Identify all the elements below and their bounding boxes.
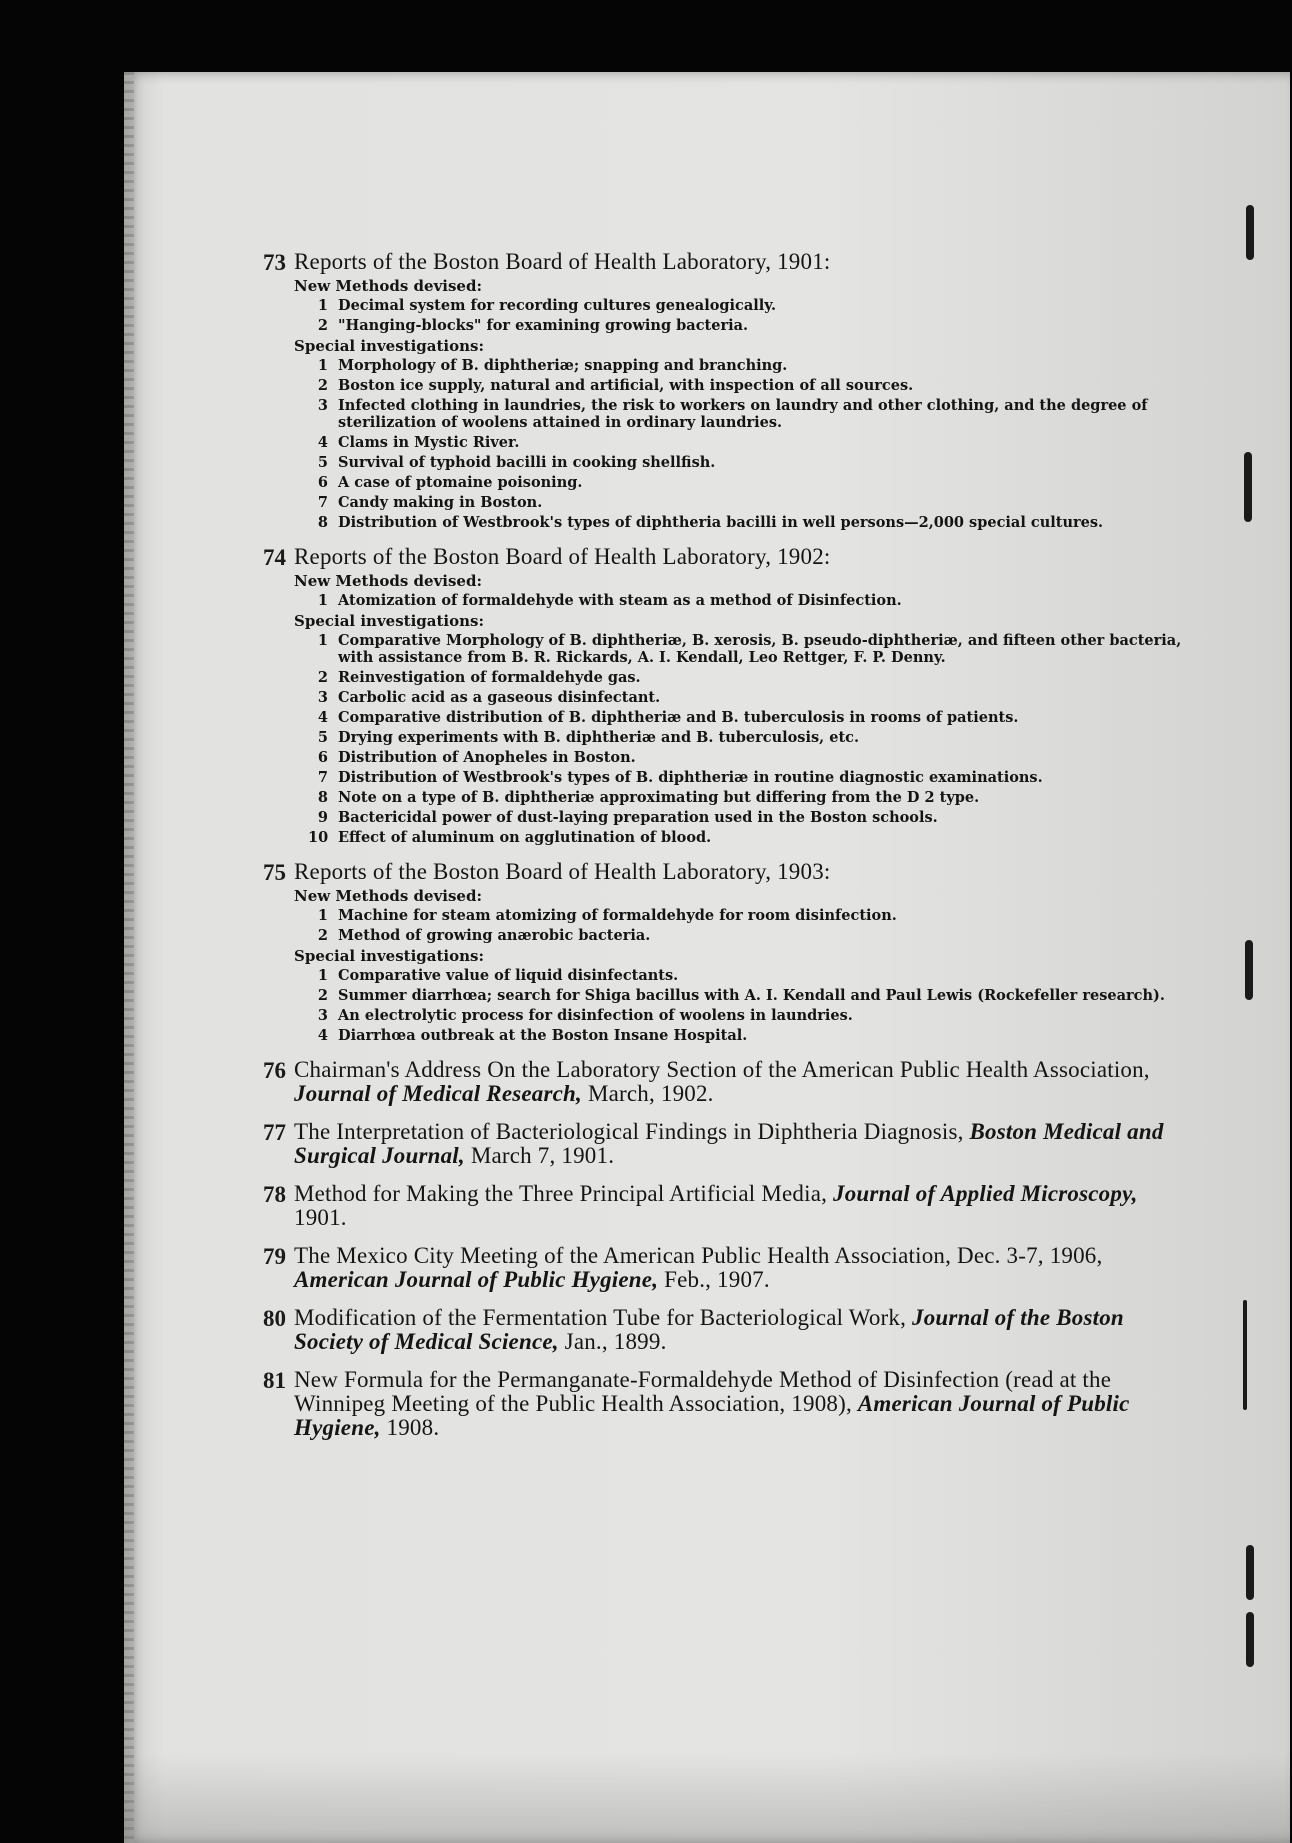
list-item: 2 Summer diarrhœa; search for Shiga bacillus with A. I. Kendall and Paul Lewis (Rockefeller research). bbox=[317, 987, 1165, 1004]
entry-title: Reports of the Boston Board of Health Laboratory, 1902: bbox=[294, 544, 831, 569]
list-item: 7 Distribution of Westbrook's types of B. diphtheriæ in routine diagnostic examinations. bbox=[317, 769, 1043, 786]
entry-title: Reports of the Boston Board of Health Laboratory, 1901: bbox=[294, 249, 831, 274]
entry-73 bbox=[263, 249, 1194, 531]
list-item: 4 Diarrhœa outbreak at the Boston Insane Hospital. bbox=[317, 1027, 748, 1044]
entry-number: 79 bbox=[263, 1244, 286, 1269]
entry-title: Reports of the Boston Board of Health Laboratory, 1903: bbox=[294, 859, 831, 884]
entry-citation: Chairman's Address On the Laboratory Section of the American Public Health Association, Journal of Medical Research, March, 1902. bbox=[294, 1057, 1150, 1106]
list-item: 2 Boston ice supply, natural and artificial, with inspection of all sources. bbox=[317, 377, 914, 394]
entry-80 bbox=[263, 1305, 1194, 1354]
list-item: 1 Comparative value of liquid disinfectants. bbox=[317, 967, 679, 984]
entry-number: 74 bbox=[263, 545, 286, 570]
list-item: 3 An electrolytic process for disinfection of woolens in laundries. bbox=[317, 1007, 853, 1024]
list-item: 3 Carbolic acid as a gaseous disinfectant. bbox=[317, 689, 661, 706]
list-item: 1 Morphology of B. diphtheriæ; snapping and branching. bbox=[317, 357, 788, 374]
new-methods-label: New Methods devised: bbox=[294, 887, 482, 905]
new-methods-label: New Methods devised: bbox=[294, 277, 482, 295]
entry-number: 77 bbox=[263, 1120, 286, 1145]
entry-number: 73 bbox=[263, 250, 286, 275]
list-item: 4 Clams in Mystic River. bbox=[317, 434, 520, 451]
special-investigations-label: Special investigations: bbox=[294, 337, 484, 355]
new-methods-label: New Methods devised: bbox=[294, 572, 482, 590]
list-item: 1 Comparative Morphology of B. diphtheriæ, B. xerosis, B. pseudo-diphtheriæ, and fifteen other bacteria, with assistance from B. R. Rickards, A. I. Kendall, Leo Rettger, F. P. Denny. bbox=[317, 632, 1182, 666]
journal-name: American Journal of Public Hygiene, bbox=[294, 1391, 1130, 1440]
entry-number: 80 bbox=[263, 1306, 286, 1331]
entry-citation: The Interpretation of Bacteriological Findings in Diphtheria Diagnosis, Boston Medical and Surgical Journal, March 7, 1901. bbox=[294, 1119, 1164, 1168]
list-item: 8 Distribution of Westbrook's types of diphtheria bacilli in well persons—2,000 special cultures. bbox=[317, 514, 1104, 531]
entry-74 bbox=[263, 544, 1194, 846]
bibliography-list bbox=[263, 249, 1194, 1454]
list-item: 5 Survival of typhoid bacilli in cooking shellfish. bbox=[317, 454, 716, 471]
entry-81 bbox=[263, 1367, 1194, 1440]
right-edge-marks bbox=[1238, 0, 1278, 1843]
ink-mark bbox=[1246, 205, 1254, 260]
entry-citation: The Mexico City Meeting of the American Public Health Association, Dec. 3-7, 1906, American Journal of Public Hygiene, Feb., 1907. bbox=[294, 1243, 1103, 1292]
journal-name: American Journal of Public Hygiene, bbox=[294, 1267, 659, 1292]
ink-mark bbox=[1246, 1545, 1254, 1600]
list-item: 5 Drying experiments with B. diphtheriæ and B. tuberculosis, etc. bbox=[317, 729, 860, 746]
entry-number: 75 bbox=[263, 860, 286, 885]
list-item: 1 Machine for steam atomizing of formaldehyde for room disinfection. bbox=[317, 907, 897, 924]
list-item: 1 Atomization of formaldehyde with steam as a method of Disinfection. bbox=[317, 592, 902, 609]
list-item: 9 Bactericidal power of dust-laying preparation used in the Boston schools. bbox=[317, 809, 938, 826]
list-item: 4 Comparative distribution of B. diphtheriæ and B. tuberculosis in rooms of patients. bbox=[317, 709, 1019, 726]
journal-name: Journal of Medical Research, bbox=[294, 1081, 582, 1106]
list-item: 6 Distribution of Anopheles in Boston. bbox=[317, 749, 636, 766]
list-item: 2 Method of growing anærobic bacteria. bbox=[317, 927, 651, 944]
journal-name: Journal of Applied Microscopy, bbox=[833, 1181, 1138, 1206]
entry-citation: New Formula for the Permanganate-Formaldehyde Method of Disinfection (read at the Winnipeg Meeting of the Public Health Association, 1908), American Journal of Public Hygiene, 1908. bbox=[294, 1367, 1130, 1440]
journal-name: Boston Medical and Surgical Journal, bbox=[294, 1119, 1164, 1168]
entry-number: 76 bbox=[263, 1058, 286, 1083]
journal-name: Journal of the Boston Society of Medical Science, bbox=[294, 1305, 1124, 1354]
entry-77 bbox=[263, 1119, 1194, 1168]
entry-number: 78 bbox=[263, 1182, 286, 1207]
entry-78 bbox=[263, 1181, 1194, 1230]
list-item: 7 Candy making in Boston. bbox=[317, 494, 543, 511]
list-item: 10 Effect of aluminum on agglutination of blood. bbox=[308, 829, 712, 846]
list-item: 1 Decimal system for recording cultures genealogically. bbox=[317, 297, 777, 314]
ink-mark bbox=[1244, 452, 1252, 522]
special-investigations-label: Special investigations: bbox=[294, 612, 484, 630]
special-investigations-label: Special investigations: bbox=[294, 947, 484, 965]
ink-mark bbox=[1243, 1300, 1247, 1410]
ink-mark bbox=[1245, 940, 1253, 1000]
scanned-page bbox=[124, 72, 1290, 1843]
entry-number: 81 bbox=[263, 1368, 286, 1393]
list-item: 2 Reinvestigation of formaldehyde gas. bbox=[317, 669, 641, 686]
page-left-edge bbox=[124, 72, 134, 1843]
entry-75 bbox=[263, 859, 1194, 1044]
entry-citation: Method for Making the Three Principal Artificial Media, Journal of Applied Microscopy, 1901. bbox=[294, 1181, 1138, 1230]
entry-76 bbox=[263, 1057, 1194, 1106]
page-bottom-shadow bbox=[124, 1753, 1290, 1843]
list-item: 8 Note on a type of B. diphtheriæ approximating but differing from the D 2 type. bbox=[317, 789, 980, 806]
list-item: 2 "Hanging-blocks" for examining growing bacteria. bbox=[317, 317, 749, 334]
ink-mark bbox=[1246, 1612, 1254, 1667]
entry-citation: Modification of the Fermentation Tube for Bacteriological Work, Journal of the Boston Society of Medical Science, Jan., 1899. bbox=[294, 1305, 1124, 1354]
list-item: 3 Infected clothing in laundries, the risk to workers on laundry and other clothing, and the degree of sterilization of woolens attained in ordinary laundries. bbox=[317, 397, 1148, 431]
list-item: 6 A case of ptomaine poisoning. bbox=[317, 474, 583, 491]
entry-79 bbox=[263, 1243, 1194, 1292]
